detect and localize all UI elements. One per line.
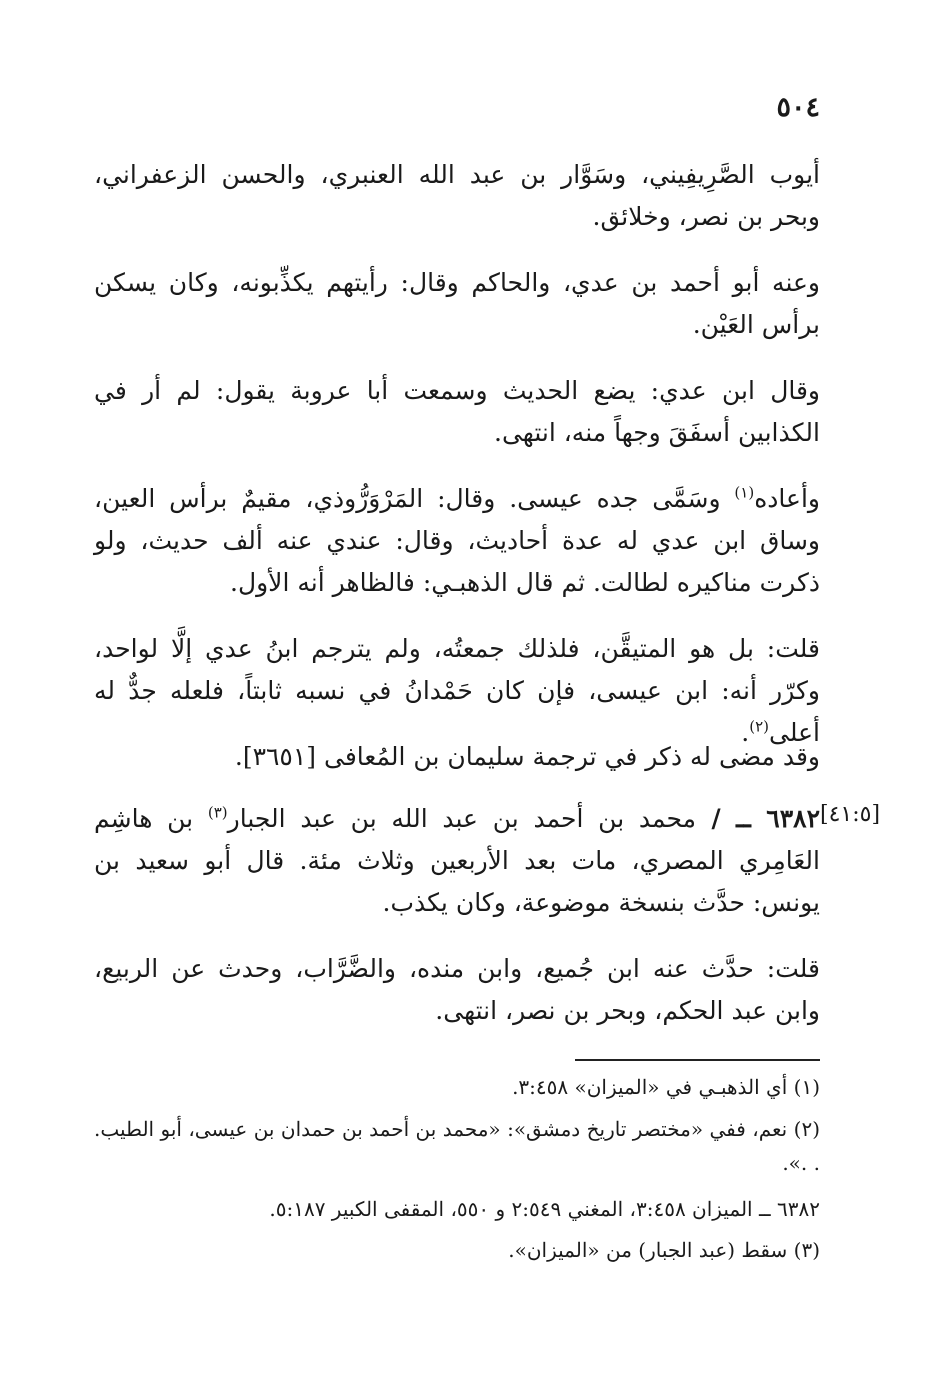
entry-number: ٦٣٨٢ ــ / (696, 804, 820, 833)
footnote-ref-2: (٢) (749, 717, 770, 736)
footnote-ref-3: (٣) (207, 803, 228, 822)
paragraph-4-text-a: وأعاده (754, 484, 820, 513)
paragraph-1: أيوب الصَّرِيفِيني، وسَوَّار بن عبد الله العنبري، والحسن الزعفراني، وبحر بن نصر، وخلائق. (94, 160, 820, 231)
page-number: ٥٠٤ (776, 92, 820, 123)
paragraph-4 (94, 478, 820, 604)
footnote-1: (١) أي الذهبـي في «الميزان» ٣:٤٥٨. (512, 1075, 820, 1099)
paragraph-3: وقال ابن عدي: يضع الحديث وسمعت أبا عروبة يقول: لم أر في الكذابين أسفَقَ وجهاً منه، انتهى. (94, 376, 820, 447)
footnote-ref-1: (١) (734, 483, 755, 502)
paragraph-8: قلت: حدَّث عنه ابن جُميع، وابن منده، والضَّرَّاب، وحدث عن الربيع، وابن عبد الحكم، وبحر بن نصر، انتهى. (94, 954, 820, 1025)
entry-6382 (94, 798, 820, 924)
footnote-sources: ٦٣٨٢ ــ الميزان ٣:٤٥٨، المغني ٢:٥٤٩ و ٥٥٠، المقفى الكبير ٥:١٨٧. (269, 1197, 820, 1221)
entry-text-a: محمد بن أحمد بن عبد الله بن عبد الجبار (227, 804, 696, 833)
paragraph-5-text-b: . (741, 718, 750, 747)
entry-text-b: بن هاشِم العَامِري المصري، مات بعد الأربعين وثلاث مئة. قال أبو سعيد بن يونس: حدَّث بنسخة موضوعة، وكان يكذب. (94, 804, 820, 917)
paragraph-6: وقد مضى له ذكر في ترجمة سليمان بن المُعافى [٣٦٥١]. (234, 742, 820, 771)
footnote-3: (٣) سقط (عبد الجبار) من «الميزان». (508, 1238, 820, 1262)
footnote-2: (٢) نعم، ففي «مختصر تاريخ دمشق»: «محمد بن أحمد بن حمدان بن عيسى، أبو الطيب. . .». (94, 1117, 820, 1175)
paragraph-2: وعنه أبو أحمد بن عدي، والحاكم وقال: رأيتهم يكذِّبونه، وكان يسكن برأس العَيْن. (94, 268, 820, 339)
paragraph-5-text-a: قلت: بل هو المتيقَّن، فلذلك جمعتُه، ولم يترجم ابنُ عدي إلَّا لواحد، وكرّر أنه: ابن عيسى، فإن كان حَمْدانُ في نسبه ثابتاً، فلعله جدٌّ له أعلى (94, 634, 820, 747)
paragraph-4-text-b: وسَمَّى جده عيسى. وقال: المَرْوَرُّوذي، مقيمٌ برأس العين، وساق ابن عدي له عدة أحاديث، وقال: عندي عنه ألف حديث، ولو ذكرت مناكيره لطالت. ثم قال الذهبـي: فالظاهر أنه الأول. (94, 484, 820, 597)
book-page (94, 0, 820, 1377)
footnote-divider (575, 1059, 820, 1061)
margin-reference: [٤١:٥] (820, 802, 881, 827)
